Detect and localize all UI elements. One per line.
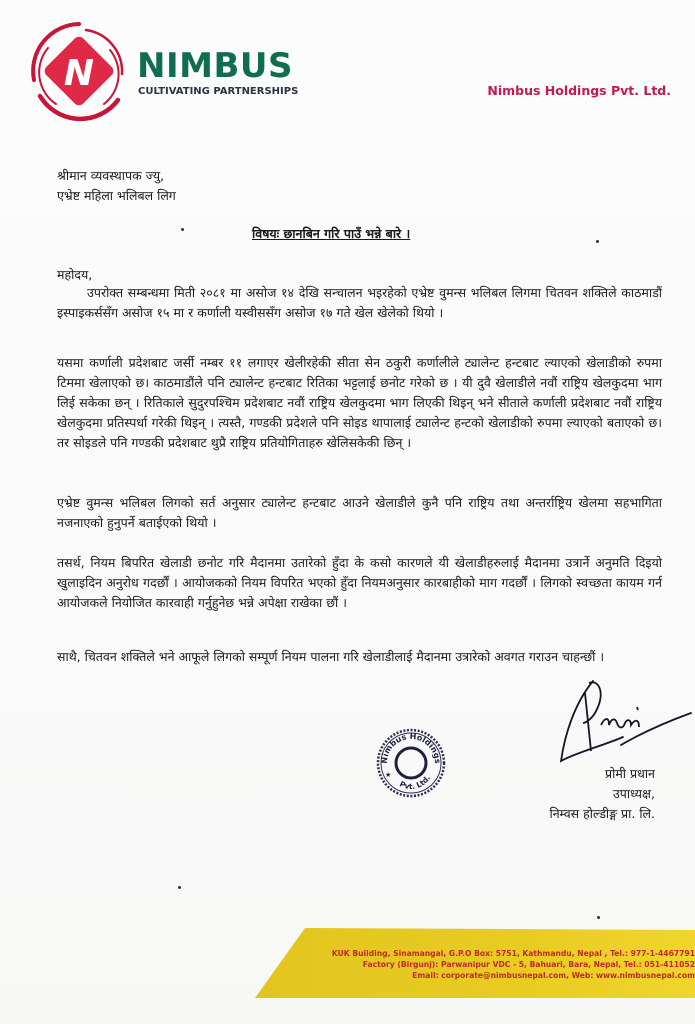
logo-letter: N <box>63 53 95 94</box>
company-name: Nimbus Holdings Pvt. Ltd. <box>487 83 671 98</box>
signature-text: Promi <box>545 673 548 674</box>
subject-line: विषयः छानबिन गरि पाउँ भन्ने बारे । <box>252 226 411 241</box>
paragraph-5: साथै, चितवन शक्तिले भने आफूले लिगको सम्पूर्ण नियम पालना गरि खेलाडीलाई मैदानमा उत्रारेको अवगत गराउन चाहन्छौं । <box>57 649 605 664</box>
speck <box>596 240 599 243</box>
paragraph-4: तसर्थ, नियम बिपरित खेलाडी छनोट गरि मैदानमा उतारेको हुँदा के कसो कारणले यी खेलाडीहरुलाई मैदानमा उत्रार्ने अनुमति दिइयो खुलाइदिन अनुरोध गदर्छौं । आयोजकको नियम विपरित भएको हुँदा नियमअनुसार कारबाहीको माग गदर्छौं । लिगको स्वच्छता कायम गर्न आयोजकले नियोजित कारवाही गर्नुहुनेछ भन्ने अपेक्षा राखेका छौं । <box>57 555 662 610</box>
footer-address-line: KUK Building, Sinamangal, G.P.O Box: 5751, Kathmandu, Nepal , Tel.: 977-1-4467791 <box>331 949 695 958</box>
paragraph-1: उपरोक्त सम्बन्धमा मिती २०८१ मा असोज १४ देखि सन्चालन भइरहेको एभ्रेष्ट वुमन्स भलिबल लिगमा चितवन शक्तिले काठमाडौं इस्पाइकर्ससँग असोज १५ मा र कर्णाली यस्वीससँग असोज १७ गते खेल खेलेको थियो । <box>57 285 662 320</box>
paragraph-3: एभ्रेष्ट वुमन्स भलिबल लिगको सर्त अनुसार ट्यालेन्ट हन्टबाट आउने खेलाडीले कुनै पनि राष्ट्रिय तथा अन्तर्राष्ट्रिय खेलमा सहभागिता नजनाएको हुनुपर्ने बताईएको थियो । <box>57 495 662 530</box>
recipient-block <box>57 166 176 206</box>
speck <box>181 228 184 231</box>
stamp-top-text: Nimbus Holdings <box>379 731 443 765</box>
footer-email-line: Email: corporate@nimbusnepal.com, Web: www.nimbusnepal.com <box>412 971 695 980</box>
brand-name: NIMBUS <box>137 46 293 86</box>
signatory-title: उपाध्यक्ष, <box>612 786 655 801</box>
recipient-line: श्रीमान व्यवस्थापक ज्यु, <box>57 168 165 183</box>
signatory-organization: निम्वस होल्डीङ्ग प्रा. लि. <box>549 806 655 821</box>
salutation: महोदय, <box>57 267 93 282</box>
stamp-bottom-text: Pvt. Ltd. <box>398 773 433 792</box>
signatory-block <box>549 764 655 824</box>
paragraph-2: यसमा कर्णाली प्रदेशबाट जर्सी नम्बर ११ लगाएर खेलीरहेकी सीता सेन ठकुरी कर्णालीले ट्यालेन्ट हन्टबाट ल्याएको खेलाडीको रुपमा टिममा खेलाएको छ। काठमाडौंले पनि ट्यालेन्ट हन्टबाट रितिका भट्टलाई छनोट गरेको छ । यी दुवै खेलाडीले नवौं राष्ट्रिय खेलकुदमा भाग लिई सकेका छन् । रितिकाले सुदुरपश्चिम प्रदेशबाट नवौं राष्ट्रिय खेलकुदमा भाग लिएकी थिइन् भने सीताले कर्णाली प्रदेशबाट नवौं राष्ट्रिय खेलकुदमा प्रतिस्पर्धा गरेकी थिइन् । त्यस्तै, गण्डकी प्रदेशले पनि सोइड थापालाई ट्यालेन्ट हन्टको खेलाडीको रुपमा ल्याएको बताएको छ। तर सोइडले पनि गण्डकी प्रदेशबाट थुप्रै राष्ट्रिय प्रतियोगिताहरु खेलिसकेकी छिन् । <box>57 355 662 450</box>
speck <box>597 916 600 919</box>
nimbus-logo-icon <box>26 18 132 124</box>
speck <box>178 886 181 889</box>
signatory-name: प्रोमी प्रधान <box>604 766 655 781</box>
recipient-line: एभ्रेष्ट महिला भलिबल लिग <box>57 188 176 203</box>
footer-factory-line: Factory (Birgunj): Parwanipur VDC - 5, Bahuari, Bara, Nepal, Tel.: 051-411052 <box>362 960 695 969</box>
signature-icon <box>545 673 693 778</box>
footer-contact <box>255 948 695 981</box>
stamp-star: ★ <box>385 771 392 779</box>
brand-tagline: CULTIVATING PARTNERSHIPS <box>138 86 299 97</box>
company-stamp-icon <box>375 727 447 799</box>
